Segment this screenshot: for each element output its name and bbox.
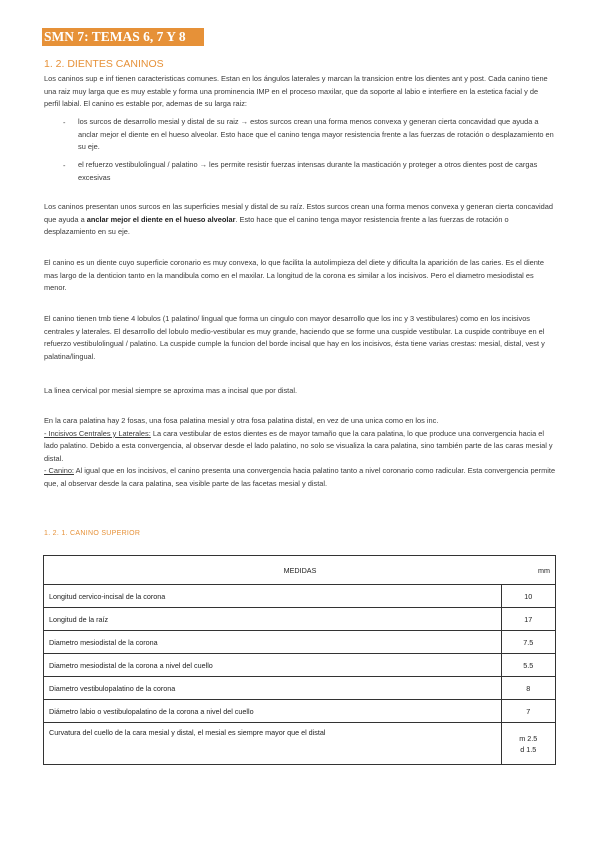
row-value: 8 [501, 677, 556, 700]
table-header-row [44, 556, 556, 585]
bullet-marker: - [63, 161, 66, 170]
row-label: Diámetro labio o vestibulopalatino de la corona a nivel del cuello [44, 700, 502, 723]
paragraph-cara-palatina: En la cara palatina hay 2 fosas, una fosa palatina mesial y otra fosa palatina distal, en vez de una unica como en los inc. - Incisivos Centrales y Laterales: La cara vestibular de estos dientes es de mayor tamaño que la cara palatina, lo que produce una convergencia hacia el lado palatino. Debido a esta convergencia, al observar desde el lado palatino, no solo se visualiza la cara palatina, sino también parte de las caras mesial y distal. - Canino: Al igual que en los incisivos, el canino presenta una convergencia hacia palatino tanto a nivel coronario como radicular. Esta convergencia permite que, al observar desde la cara palatina, sea visible parte de las facetas mesial y distal. [44, 416, 556, 488]
page-title: SMN 7: TEMAS 6, 7 Y 8 [42, 28, 204, 46]
bullet-marker: - [63, 118, 66, 127]
bullet-item: los surcos de desarrollo mesial y distal de su raiz → estos surcos crean una forma menos convexa y generan cierta concavidad que ayuda a anclar mejor el diente en el hueso alveolar. Esto hace que el canino tenga mayor resistencia frente a las fuerzas de rotación o desplazamiento en su eje. [78, 117, 554, 152]
label-incisivos: - Incisivos Centrales y Laterales: [44, 428, 151, 438]
header-medidas: MEDIDAS [44, 556, 502, 585]
bullet-item: el refuerzo vestibulolingual / palatino → les permite resistir fuerzas intensas durante la masticación y proteger a otros dientes post de cargas excesivas [78, 160, 538, 182]
row-value: 17 [501, 608, 556, 631]
value-distal: d 1.5 [520, 744, 537, 754]
table-row [44, 700, 556, 723]
row-label: Diametro mesiodistal de la corona [44, 631, 502, 654]
row-label: Diametro mesiodistal de la corona a nivel del cuello [44, 654, 502, 677]
row-label: Longitud cervico-incisal de la corona [44, 585, 502, 608]
subsection-heading: 1. 2. 1. CANINO SUPERIOR [44, 530, 141, 537]
row-value: 7.5 [501, 631, 556, 654]
row-label: Diametro vestibulopalatino de la corona [44, 677, 502, 700]
label-canino: - Canino: [44, 466, 74, 476]
row-label: Curvatura del cuello de la cara mesial y distal, el mesial es siempre mayor que el distal [44, 723, 502, 765]
paragraph-lobulos: El canino tienen tmb tiene 4 lobulos (1 palatino/ lingual que forma un cingulo con mayor desarrollo que los inc y 3 vestibulares) como en los incisivos centrales y laterales. El desarrollo del lobulo medio-vestibular es muy grande, haciendo que se forme una cuspide vestibular. La cuspide contribuye en el refuerzo vestibulolingual / palatino. La cuspide cumple la funcion del borde incisal que hay en los incisivos, ésta tiene varias crestas: mesial, distal, vest y palatina/lingual. [44, 314, 545, 361]
table-row [44, 631, 556, 654]
measurements-table [43, 555, 556, 765]
value-mesial: m 2.5 [519, 733, 538, 743]
intro-paragraph: Los caninos sup e inf tienen caracteristicas comunes. Estan en los ángulos laterales y marcan la transicion entre los dientes ant y post. Cada canino tiene una raiz muy larga que es muy estable y forma una prominencia IMP en el proceso maxilar, que da soporte al labio e interfiere en la estetica facial y de perfil labial. El canino es estable por, ademas de su larga raiz: [44, 74, 548, 109]
row-value [501, 723, 556, 765]
bold-phrase: anclar mejor el diente en el hueso alveolar [86, 214, 236, 224]
table-row [44, 608, 556, 631]
table-row [44, 585, 556, 608]
table-row [44, 677, 556, 700]
paragraph-surcos: Los caninos presentan unos surcos en las superficies mesial y distal de su raíz. Estos surcos crean una forma menos convexa y generan cierta concavidad que ayuda a anclar mejor el diente en el hueso alveolar. Esto hace que el canino tenga mayor resistencia frente a las fuerzas de rotación o desplazamiento en su eje. [44, 202, 553, 237]
row-label: Longitud de la raíz [44, 608, 502, 631]
header-unit: mm [501, 556, 556, 585]
section-heading: 1. 2. DIENTES CANINOS [44, 58, 164, 70]
row-value: 5.5 [501, 654, 556, 677]
row-value: 10 [501, 585, 556, 608]
paragraph-linea-cervical: La linea cervical por mesial siempre se aproxima mas a incisal que por distal. [44, 386, 298, 395]
row-value: 7 [501, 700, 556, 723]
table-row [44, 723, 556, 765]
table-row [44, 654, 556, 677]
paragraph-convexa: El canino es un diente cuyo superficie coronario es muy convexa, lo que facilita la autolimpieza del diete y dificulta la aparición de las caries. Es el diente mas largo de la denticion tanto en la mandibula como en el maxilar. La longitud de la corona es similar a los incisivos. Pero el diametro mesiodistal es menor. [44, 258, 544, 293]
